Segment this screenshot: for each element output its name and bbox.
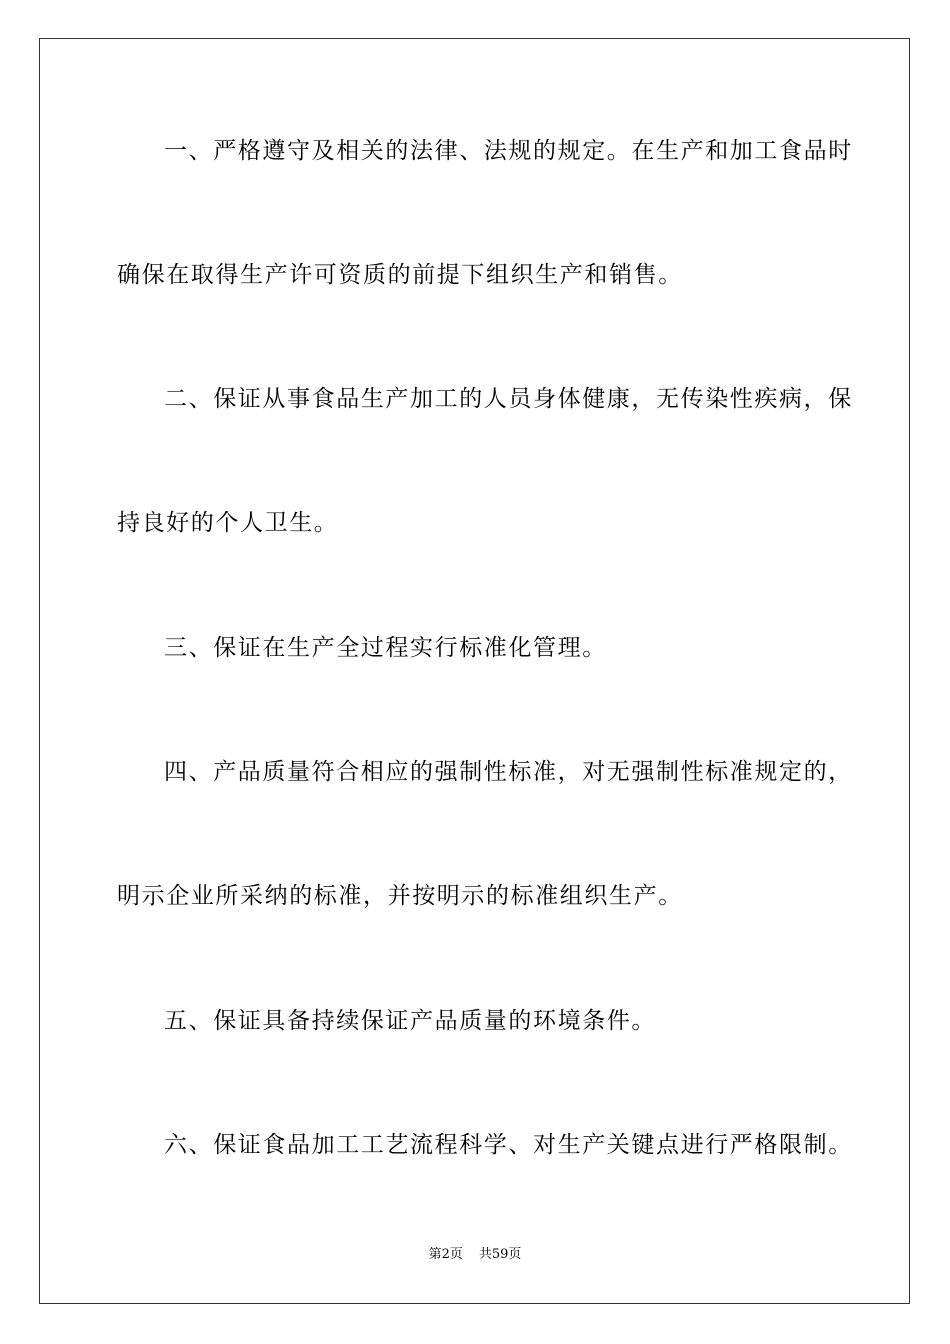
paragraph-4-line-2: 明示企业所采纳的标准，并按明示的标准组织生产。 bbox=[117, 883, 683, 909]
paragraph-6-line-1: 六、保证食品加工工艺流程科学、对生产关键点进行严格限制。 bbox=[164, 1132, 853, 1158]
paragraph-5-line-1: 五、保证具备持续保证产品质量的环境条件。 bbox=[164, 1008, 656, 1034]
page-total: 共59页 bbox=[478, 1247, 522, 1262]
page-border bbox=[39, 38, 910, 1304]
paragraph-1-line-2: 确保在取得生产许可资质的前提下组织生产和销售。 bbox=[117, 262, 683, 288]
paragraph-1-line-1: 一、严格遵守及相关的法律、法规的规定。在生产和加工食品时 bbox=[164, 138, 853, 164]
paragraph-2-line-1: 二、保证从事食品生产加工的人员身体健康，无传染性疾病，保 bbox=[164, 386, 853, 412]
paragraph-4-line-1: 四、产品质量符合相应的强制性标准，对无强制性标准规定的， bbox=[164, 759, 853, 785]
paragraph-2-line-2: 持良好的个人卫生。 bbox=[117, 510, 339, 536]
page-number: 第2页 bbox=[428, 1247, 463, 1262]
paragraph-3-line-1: 三、保证在生产全过程实行标准化管理。 bbox=[164, 635, 607, 661]
page-footer bbox=[0, 1246, 950, 1264]
